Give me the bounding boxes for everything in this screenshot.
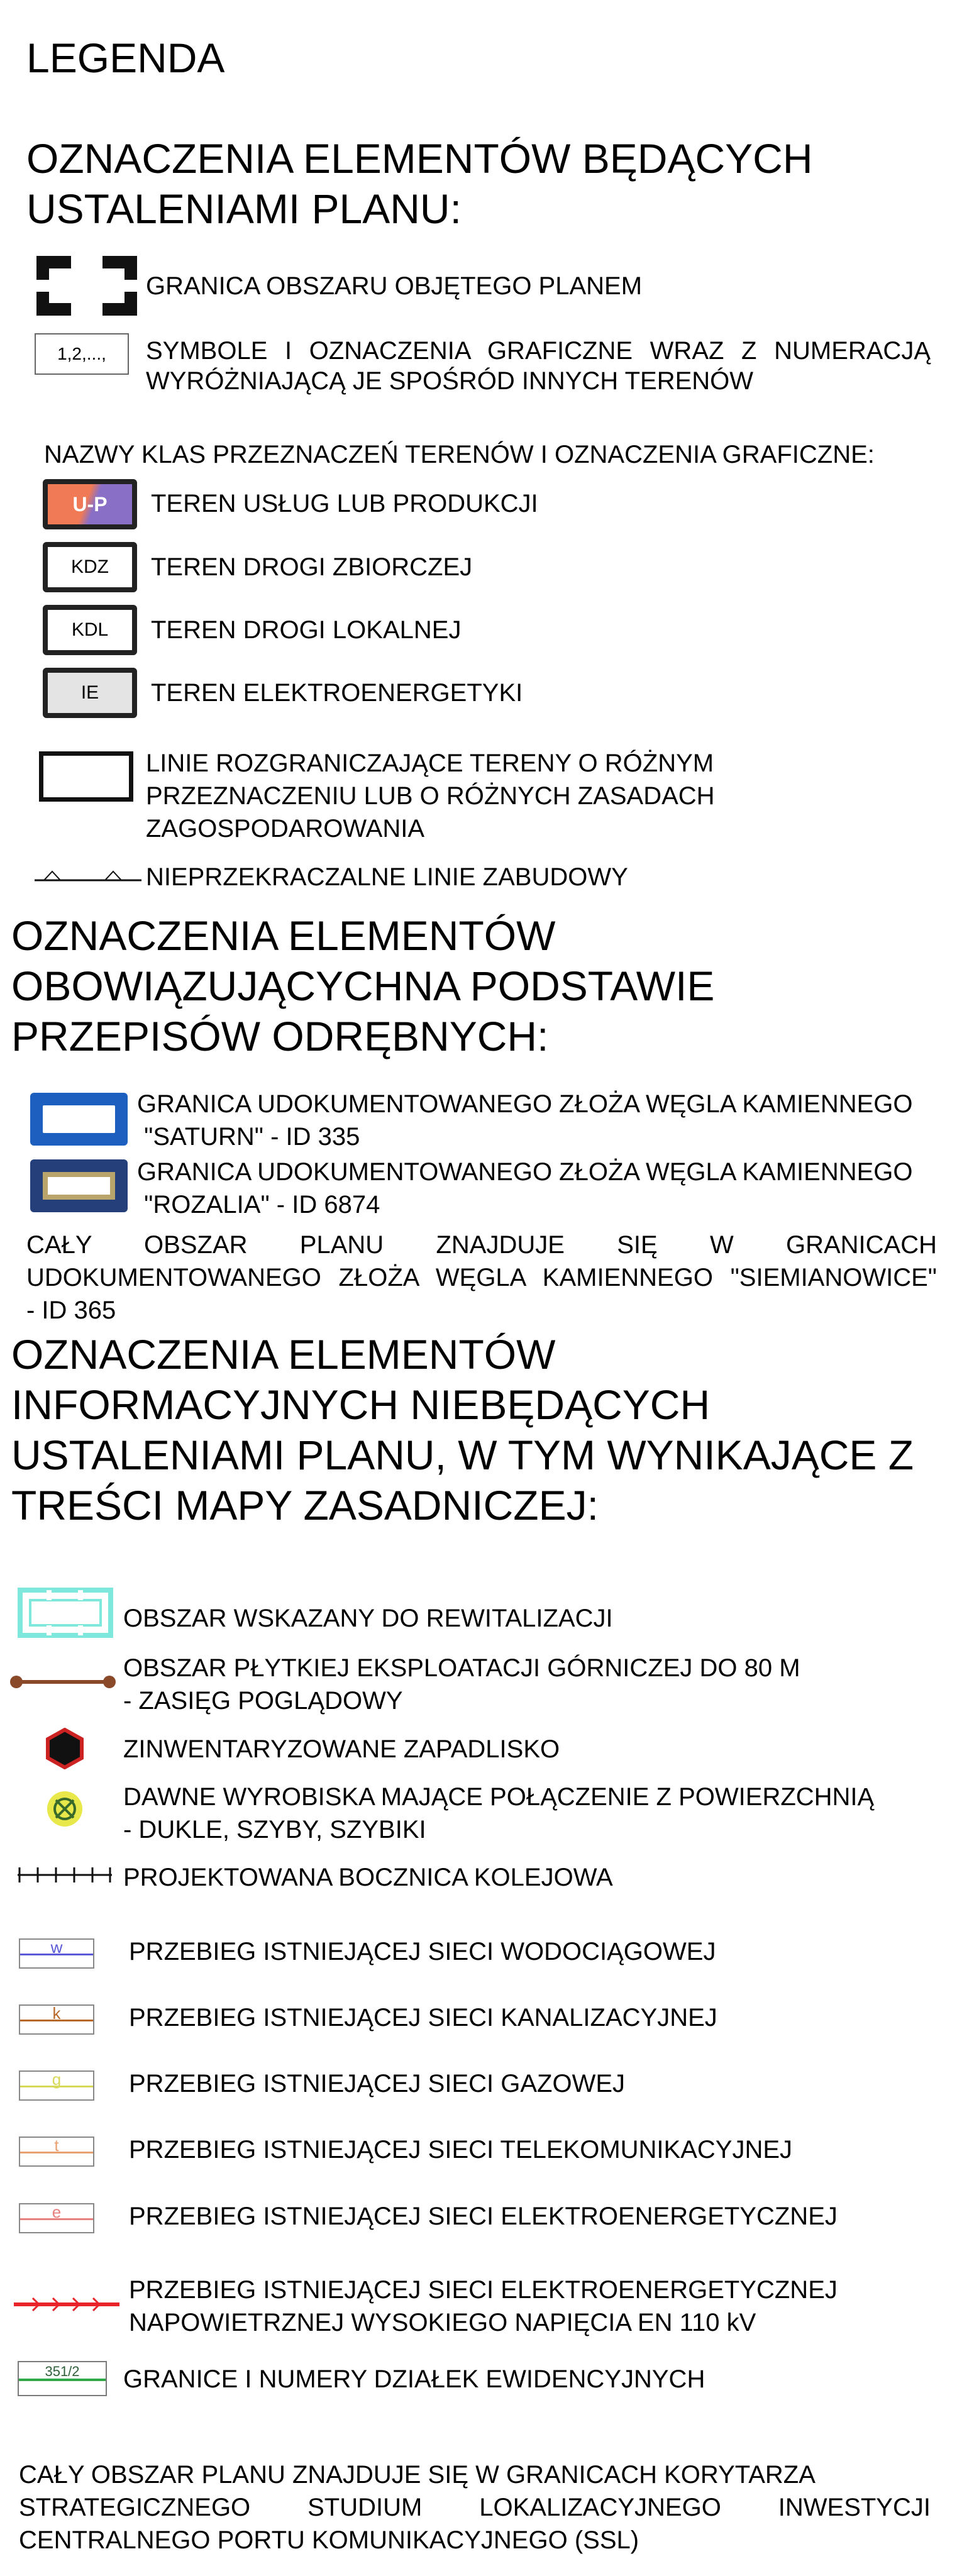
final-note bbox=[19, 2458, 931, 2557]
mining-area-label: OBSZAR PŁYTKIEJ EKSPLOATACJI GÓRNICZEJ DO 80 M - ZASIĘG POGLĄDOWY bbox=[123, 1654, 800, 1715]
deposit-saturn-label bbox=[137, 1088, 913, 1153]
railway-siding-label: PROJEKTOWANA BOCZNICA KOLEJOWA bbox=[123, 1864, 613, 1891]
building-line-symbol bbox=[35, 866, 141, 885]
gas-network-letter: g bbox=[52, 2070, 62, 2089]
class-label-kdz: TEREN DROGI ZBIORCZEJ bbox=[151, 553, 473, 581]
parcel-number: 351/2 bbox=[45, 2363, 80, 2379]
sewer-network-symbol bbox=[19, 2004, 94, 2035]
section3-heading-line3: USTALENIAMI PLANU, W TYM WYNIKAJĄCE Z bbox=[11, 1432, 914, 1478]
plan-boundary-label: GRANICA OBSZARU OBJĘTEGO PLANEM bbox=[146, 272, 643, 300]
mining-area-symbol bbox=[9, 1672, 117, 1691]
water-network-symbol bbox=[19, 1938, 94, 1969]
section2-heading bbox=[11, 910, 714, 1061]
shaft-icon bbox=[45, 1789, 84, 1828]
deposit-rozalia-label bbox=[137, 1156, 913, 1221]
section2-note-line1: CAŁY OBSZAR PLANU ZNAJDUJE SIĘ W GRANICACH bbox=[26, 1231, 937, 1259]
section3-heading-line4: TREŚCI MAPY ZASADNICZEJ: bbox=[11, 1482, 599, 1528]
section2-note-line3: - ID 365 bbox=[26, 1296, 116, 1324]
deposit-rozalia-line2: "ROZALIA" - ID 6874 bbox=[137, 1191, 380, 1219]
section3-heading bbox=[11, 1329, 914, 1530]
hv-line-label: PRZEBIEG ISTNIEJĄCEJ SIECI ELEKTROENERGETYCZNEJ NAPOWIETRZNEJ WYSOKIEGO NAPIĘCIA EN 110 kV bbox=[129, 2276, 838, 2336]
symbols-label-line2: WYRÓŻNIAJĄCĄ JE SPOŚRÓD INNYCH TERENÓW bbox=[146, 367, 754, 395]
sewer-network-letter: k bbox=[52, 2004, 61, 2023]
revitalization-symbol bbox=[18, 1588, 113, 1638]
class-label-kdl: TEREN DROGI LOKALNEJ bbox=[151, 616, 462, 644]
section1-heading-line2: USTALENIAMI PLANU: bbox=[26, 185, 462, 232]
final-note-line1: CAŁY OBSZAR PLANU ZNAJDUJE SIĘ W GRANICACH KORYTARZA bbox=[19, 2461, 816, 2489]
deposit-saturn-line2: "SATURN" - ID 335 bbox=[137, 1123, 360, 1151]
final-note-line2: STRATEGICZNEGO STUDIUM LOKALIZACYJNEGO INWESTYCJI bbox=[19, 2494, 931, 2521]
class-badge-ie: IE bbox=[43, 668, 137, 718]
section2-heading-line3: PRZEPISÓW ODRĘBNYCH: bbox=[11, 1013, 549, 1059]
symbols-label-line1: SYMBOLE I OZNACZENIA GRAFICZNE WRAZ Z NUMERACJĄ bbox=[146, 337, 931, 365]
section3-heading-line1: OZNACZENIA ELEMENTÓW bbox=[11, 1331, 556, 1378]
final-note-line3: CENTRALNEGO PORTU KOMUNIKACYJNEGO (SSL) bbox=[19, 2526, 639, 2554]
class-label-ie: TEREN ELEKTROENERGETYKI bbox=[151, 679, 523, 707]
legend-title: LEGENDA bbox=[26, 35, 225, 81]
sinkhole-icon bbox=[44, 1728, 86, 1769]
section2-heading-line2: OBOWIĄZUJĄCYCHNA PODSTAWIE bbox=[11, 963, 715, 1009]
section1-heading-line1: OZNACZENIA ELEMENTÓW BĘDĄCYCH bbox=[26, 135, 813, 182]
section2-heading-line1: OZNACZENIA ELEMENTÓW bbox=[11, 912, 556, 959]
plan-boundary-symbol bbox=[36, 256, 137, 316]
revitalization-label: OBSZAR WSKAZANY DO REWITALIZACJI bbox=[123, 1605, 613, 1632]
section3-heading-line2: INFORMACYJNYCH NIEBĘDĄCYCH bbox=[11, 1381, 711, 1428]
power-network-letter: e bbox=[52, 2203, 62, 2221]
power-network-symbol bbox=[19, 2203, 94, 2233]
class-badge-kdz: KDZ bbox=[43, 542, 137, 592]
sinkhole-label: ZINWENTARYZOWANE ZAPADLISKO bbox=[123, 1735, 560, 1763]
power-network-label: PRZEBIEG ISTNIEJĄCEJ SIECI ELEKTROENERGETYCZNEJ bbox=[129, 2203, 838, 2230]
dividing-lines-label: LINIE ROZGRANICZAJĄCE TERENY O RÓŻNYM PRZEZNACZENIU LUB O RÓŻNYCH ZASADACH ZAGOSPODAROWANIA bbox=[146, 749, 715, 843]
class-badge-u-p: U-P bbox=[43, 479, 137, 529]
telecom-network-label: PRZEBIEG ISTNIEJĄCEJ SIECI TELEKOMUNIKACYJNEJ bbox=[129, 2136, 793, 2164]
deposit-rozalia-symbol bbox=[30, 1159, 128, 1212]
hv-line-symbol bbox=[14, 2295, 119, 2314]
sewer-network-label: PRZEBIEG ISTNIEJĄCEJ SIECI KANALIZACYJNEJ bbox=[129, 2004, 717, 2032]
section1-heading bbox=[26, 133, 813, 234]
telecom-network-letter: t bbox=[54, 2136, 59, 2155]
parcel-label: GRANICE I NUMERY DZIAŁEK EWIDENCYJNYCH bbox=[123, 2365, 705, 2393]
section2-note bbox=[26, 1229, 937, 1327]
deposit-rozalia-line1: GRANICA UDOKUMENTOWANEGO ZŁOŻA WĘGLA KAMIENNEGO bbox=[137, 1158, 913, 1186]
railway-siding-symbol bbox=[18, 1866, 112, 1884]
deposit-saturn-symbol bbox=[30, 1093, 128, 1146]
deposit-saturn-line1: GRANICA UDOKUMENTOWANEGO ZŁOŻA WĘGLA KAMIENNEGO bbox=[137, 1090, 913, 1118]
parcel-symbol bbox=[18, 2361, 107, 2396]
telecom-network-symbol bbox=[19, 2137, 94, 2167]
gas-network-symbol bbox=[19, 2070, 94, 2101]
section2-note-line2: UDOKUMENTOWANEGO ZŁOŻA WĘGLA KAMIENNEGO "SIEMIANOWICE" bbox=[26, 1264, 937, 1291]
numbering-symbol-box: 1,2,..., bbox=[35, 333, 129, 375]
shafts-label: DAWNE WYROBISKA MAJĄCE POŁĄCZENIE Z POWIERZCHNIĄ - DUKLE, SZYBY, SZYBIKI bbox=[123, 1783, 875, 1844]
gas-network-label: PRZEBIEG ISTNIEJĄCEJ SIECI GAZOWEJ bbox=[129, 2070, 626, 2098]
class-badge-kdl: KDL bbox=[43, 605, 137, 655]
class-label-u-p: TEREN USŁUG LUB PRODUKCJI bbox=[151, 490, 538, 517]
classes-heading: NAZWY KLAS PRZEZNACZEŃ TERENÓW I OZNACZENIA GRAFICZNE: bbox=[44, 441, 875, 468]
dividing-lines-symbol bbox=[39, 751, 133, 802]
water-network-letter: w bbox=[50, 1938, 63, 1957]
water-network-label: PRZEBIEG ISTNIEJĄCEJ SIECI WODOCIĄGOWEJ bbox=[129, 1938, 716, 1965]
building-line-label: NIEPRZEKRACZALNE LINIE ZABUDOWY bbox=[146, 863, 628, 891]
